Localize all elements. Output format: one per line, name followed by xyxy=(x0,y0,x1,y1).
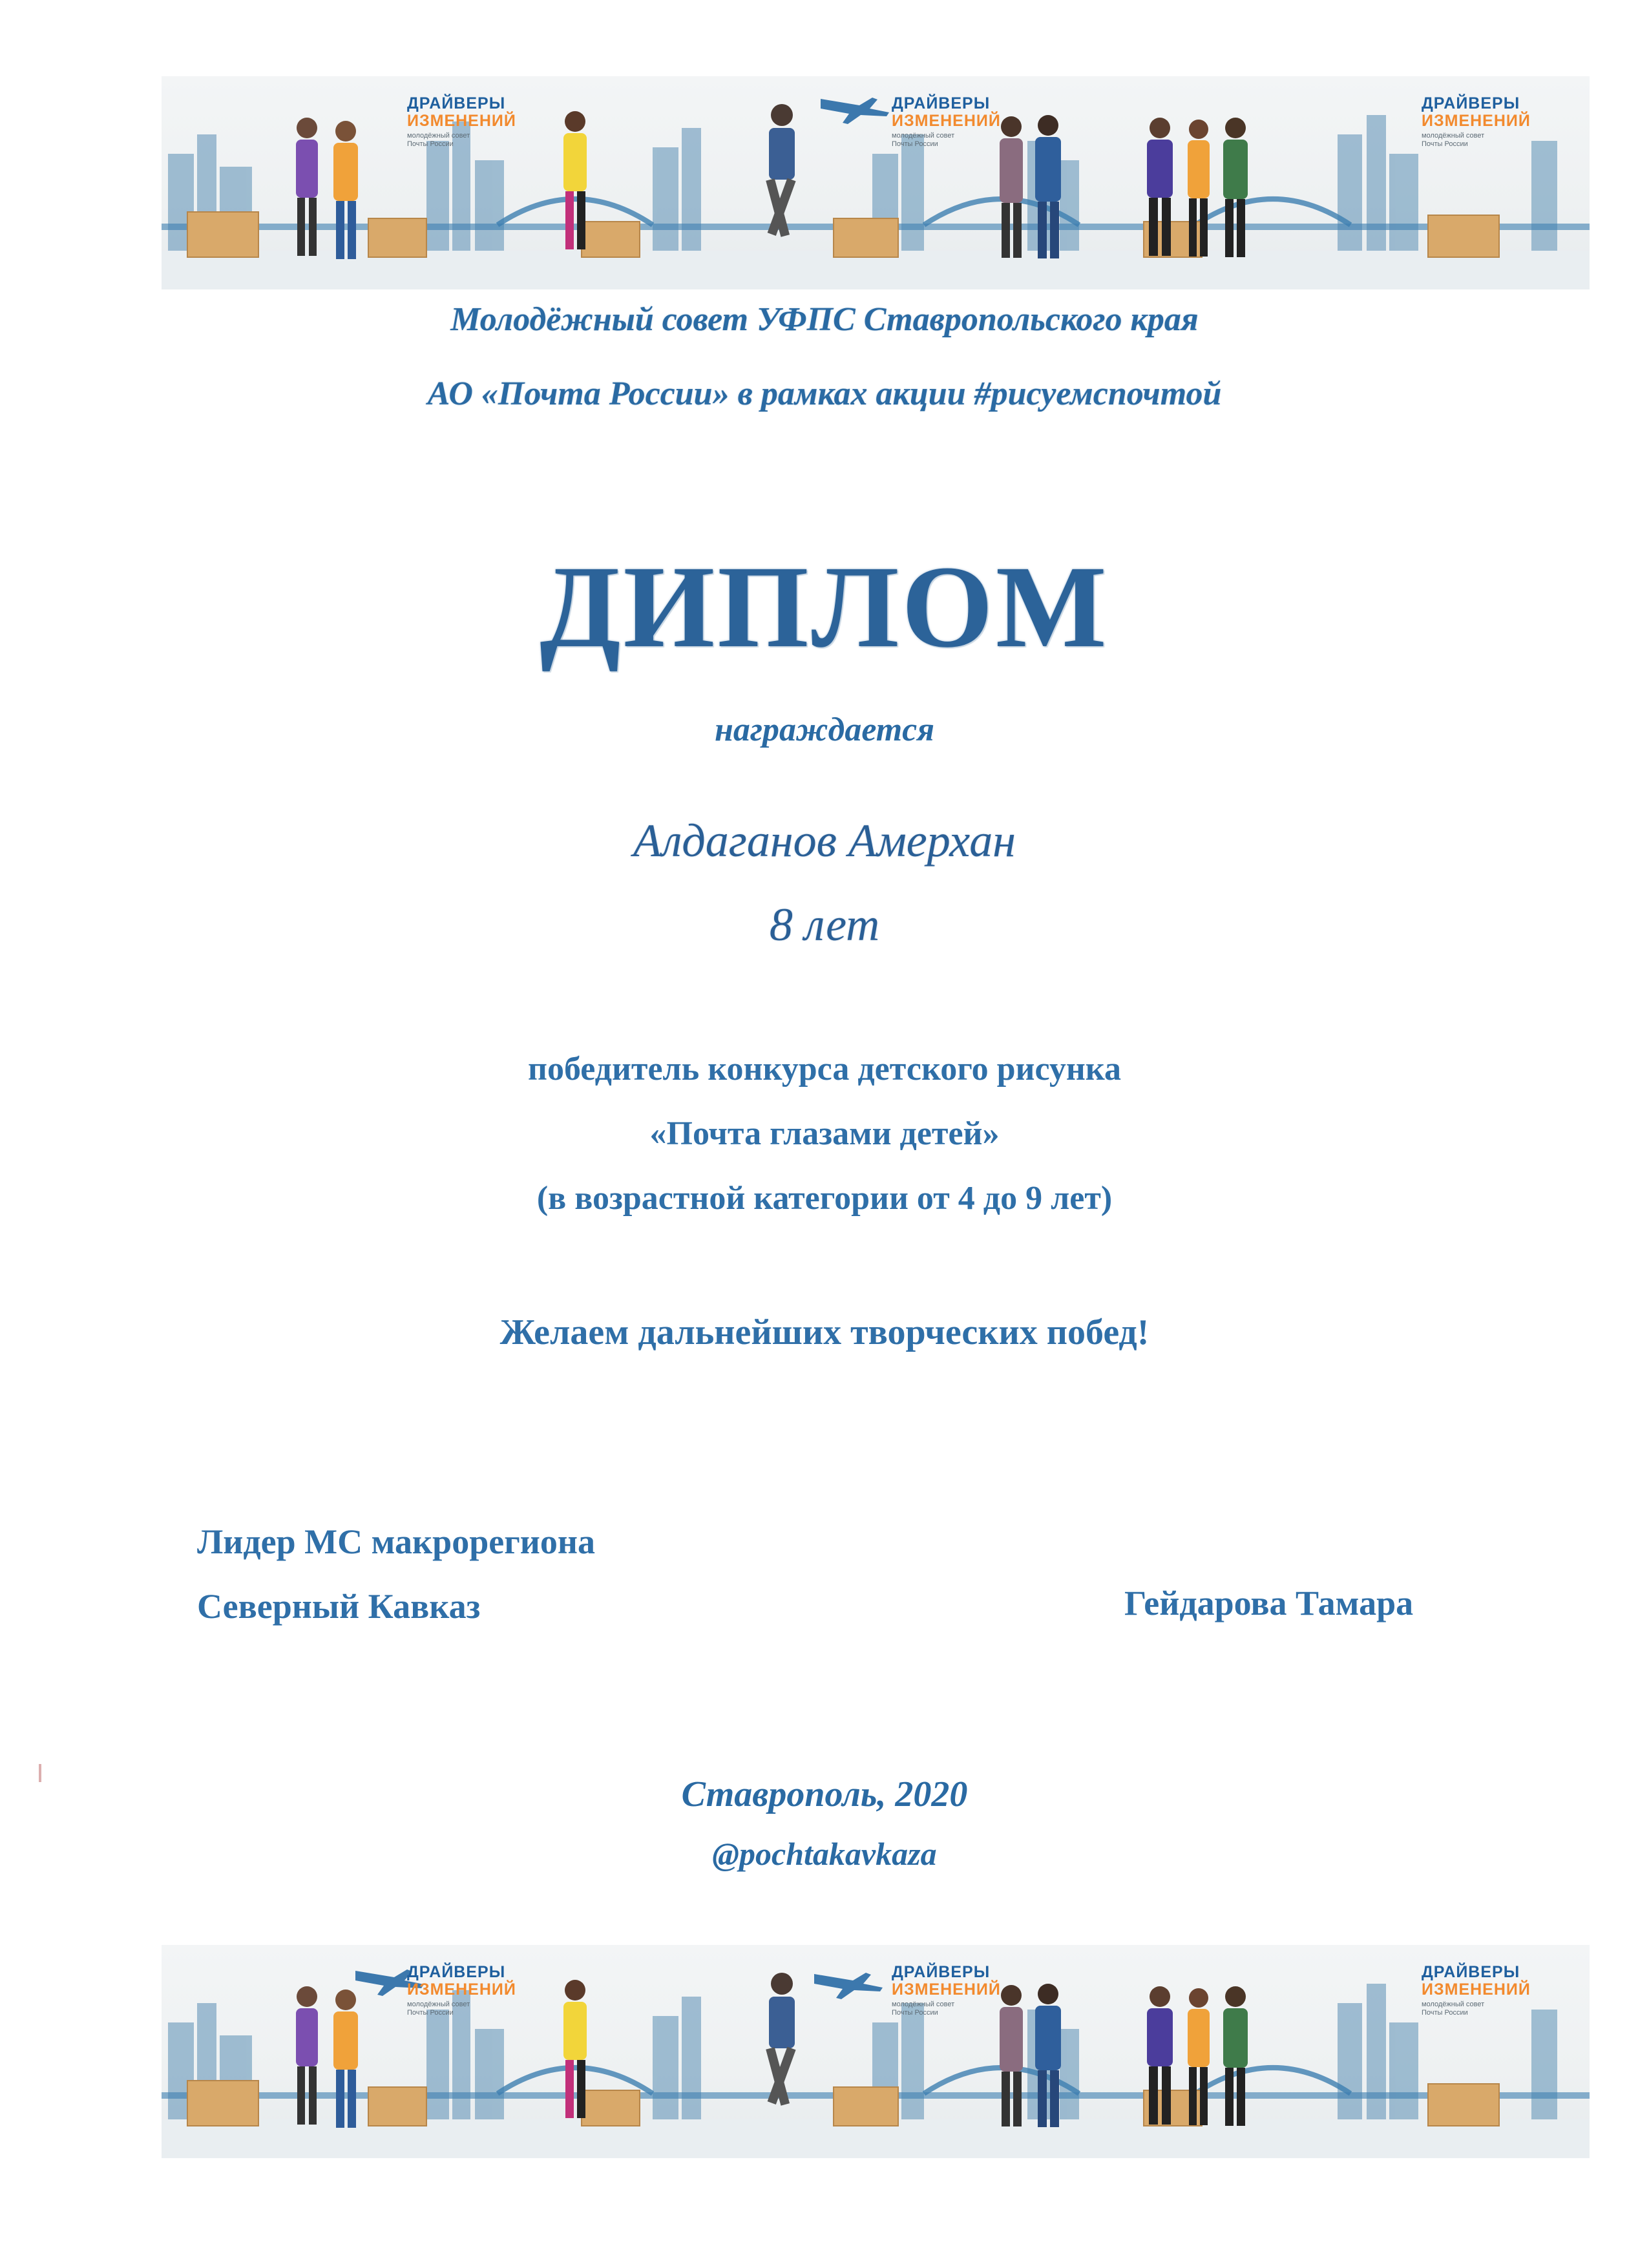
scan-mark xyxy=(39,1764,48,1782)
drivers-of-change-logo: ДРАЙВЕРЫ ИЗМЕНЕНИЙ молодёжный совет Почты России xyxy=(892,1963,1001,2017)
city-skyline-illustration xyxy=(162,1945,1590,2158)
bottom-banner-illustration xyxy=(162,1945,1590,2158)
signer-name: Гейдарова Тамара xyxy=(1124,1584,1414,1622)
awarded-label: награждается xyxy=(714,711,935,748)
contest-name: «Почта глазами детей» xyxy=(649,1115,1000,1152)
social-handle: @pochtakavkaza xyxy=(712,1836,937,1872)
recipient-age: 8 лет xyxy=(769,899,880,950)
drivers-of-change-logo: ДРАЙВЕРЫ ИЗМЕНЕНИЙ молодёжный совет Почты России xyxy=(1422,1963,1531,2017)
signer-role-line-2: Северный Кавказ xyxy=(197,1587,481,1626)
diploma-title: ДИПЛОМ xyxy=(540,542,1109,672)
top-banner-illustration xyxy=(162,76,1590,289)
city-skyline-illustration xyxy=(162,76,1590,289)
wish-line: Желаем дальнейших творческих побед! xyxy=(499,1312,1150,1352)
signer-role-line-1: Лидер МС макрорегиона xyxy=(197,1522,595,1561)
organizer-line: Молодёжный совет УФПС Ставропольского края xyxy=(450,301,1199,338)
drivers-of-change-logo: ДРАЙВЕРЫ ИЗМЕНЕНИЙ молодёжный совет Почты России xyxy=(407,1963,516,2017)
drivers-of-change-logo: ДРАЙВЕРЫ ИЗМЕНЕНИЙ молодёжный совет Почты России xyxy=(407,94,516,148)
place-and-year: Ставрополь, 2020 xyxy=(681,1774,968,1814)
drivers-of-change-logo: ДРАЙВЕРЫ ИЗМЕНЕНИЙ молодёжный совет Почты России xyxy=(1422,94,1531,148)
recipient-name: Алдаганов Амерхан xyxy=(633,815,1016,866)
campaign-line: АО «Почта России» в рамках акции #рисуемспочтой xyxy=(427,375,1222,412)
drivers-of-change-logo: ДРАЙВЕРЫ ИЗМЕНЕНИЙ молодёжный совет Почты России xyxy=(892,94,1001,148)
achievement-line-1: победитель конкурса детского рисунка xyxy=(528,1051,1121,1087)
age-category: (в возрастной категории от 4 до 9 лет) xyxy=(536,1180,1113,1217)
